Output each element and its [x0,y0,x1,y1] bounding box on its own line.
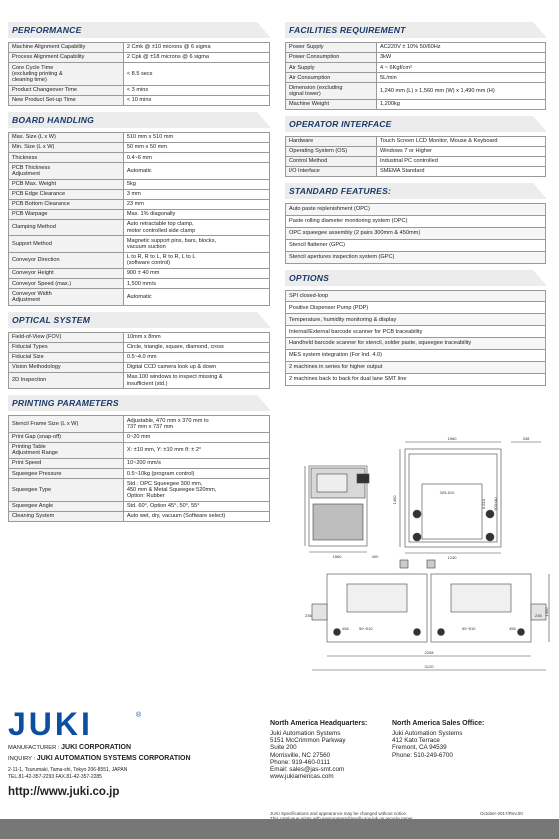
contact-line: Juki Automation Systems [270,730,341,737]
spec-label: Hardware [286,136,377,146]
table-row [286,63,546,73]
dim-plan-2: 456 [342,626,349,631]
spec-value: Magnetic support pins, bars, blocks, vacuum suction [123,236,269,252]
address-line-2: TEL.81-42-357-2293 FAX.81-42-357-2285 [8,774,102,780]
table-row [286,99,546,109]
list-item: 2 machines in series for higher output [285,362,546,374]
spec-value: < 3 mins [123,85,269,95]
dim-plan-4: 50~510 [462,626,476,631]
printing-parameters-header [8,395,270,411]
contact-line: Phone: 919-460-0111 [270,758,330,766]
list-item: OPC squeegee assembly (2 pairs 300mm & 450mm) [285,228,546,240]
spec-value: Windows 7 or Higher [377,146,546,156]
table-row [9,269,270,279]
contact-line: www.jukiamericas.com [270,773,334,781]
performance-header [8,22,270,38]
spec-label: Cleaning System [9,511,124,521]
printing-parameters-title: PRINTING PARAMETERS [12,398,119,409]
spec-label: Min. Size (L x W) [9,143,124,153]
spec-value: 1,200kg [377,99,546,109]
table-row [286,156,546,166]
svg-text:®: ® [136,712,142,719]
spec-value: Max. 1% diagonally [123,209,269,219]
table-row [286,83,546,99]
facilities-table [285,42,546,110]
table-row [9,53,270,63]
technical-drawing [297,434,553,694]
list-item: Internal/External barcode scanner for PCB traceability [285,326,546,338]
dim-plan-1: 236 [305,613,312,618]
table-row [286,136,546,146]
spec-label: Product Changeover Time [9,85,124,95]
machine-base [313,504,363,540]
spec-label: Conveyor Speed (max.) [9,279,124,289]
spec-value: 3kW [377,53,546,63]
table-row [286,146,546,156]
dim-plan-8: 3120 [424,664,434,669]
spec-label: Thickness [9,153,124,163]
spec-label: PCB Thickness Adjustment [9,163,124,179]
dim-plan-7: 2208 [424,650,434,655]
revision-date: October-2017/Rev.00 [480,811,523,816]
spec-label: Conveyor Direction [9,252,124,268]
spec-value: Touch Screen LCD Monitor, Mouse & Keyboard [377,136,546,146]
spec-value: 4 ~ 6Kgf/cm² [377,63,546,73]
optical-system-header [8,312,270,328]
spec-value: Max.100 windows to inspect missing & insufficient (std.) [123,372,269,388]
spec-label: Max. Size (L x W) [9,132,124,142]
dim-plan-6: 236 [535,613,542,618]
inquiry-label: INQUIRY : [8,756,36,762]
spec-value: Std.: OPC Squeegee 300 mm, 450 mm & Metal Squeegee 520mm, Option: Rubber [123,479,269,502]
spec-label: Vision Methodology [9,362,124,372]
table-row [9,432,270,442]
dim-plan-5: 456 [509,626,516,631]
list-item: 2 machines back to back for dual lane SMT line [285,374,546,386]
standard-features-header [285,183,546,199]
spec-value: 0.5~4.0 mm [123,352,269,362]
list-item: Paste rolling diameter monitoring system (OPC) [285,216,546,228]
spec-value: < 10 mins [123,95,269,105]
dim-front-3: 1240 [447,555,457,560]
options-list [285,290,546,386]
table-row [9,95,270,105]
spec-value: Digital CCD camera look up & down [123,362,269,372]
spec-value: 10~200 mm/s [123,459,269,469]
table-row [286,167,546,177]
table-row [9,279,270,289]
spec-value: 1,240 mm (L) x 1,560 mm (W) x 1,490 mm (H) [377,83,546,99]
spec-label: Field-of-View (FOV) [9,332,124,342]
table-row [9,252,270,268]
spec-value: Automatic [123,289,269,305]
spec-label: PCB Warpage [9,209,124,219]
spec-label: Squeegee Type [9,479,124,502]
right-column [285,22,546,392]
spec-value: < 8.5 secs [123,63,269,86]
table-row [9,132,270,142]
spec-value: 1,500 mm/s [123,279,269,289]
dim-inner-1: 325-510 [439,490,455,495]
spec-value: 0.4~6 mm [123,153,269,163]
table-row [9,189,270,199]
contact-line: Fremont, CA 94539 [392,744,447,752]
table-row [9,469,270,479]
operator-interface-table [285,136,546,177]
juki-logo-text: JUKI [8,708,93,738]
list-item: Auto paste replenishment (OPC) [285,203,546,216]
spec-label: Printing Table Adjustment Range [9,442,124,458]
table-row [9,219,270,235]
spec-value: Auto retractable top clamp, motor controlled side clamp [123,219,269,235]
table-row [9,179,270,189]
list-item: Temperature, humidity monitoring & display [285,314,546,326]
spec-label: Conveyor Width Adjustment [9,289,124,305]
spec-value: 2 Cmk @ ±10 microns @ 6 sigma [123,43,269,53]
table-row [9,501,270,511]
table-row [9,199,270,209]
spec-label: Squeegee Pressure [9,469,124,479]
table-row [9,289,270,305]
spec-value: AC220V ± 10% 50/60Hz [377,43,546,53]
spec-value: 5L/min [377,73,546,83]
spec-label: Stencil Frame Size (L x W) [9,416,124,432]
na-hq-lines [270,730,367,780]
standard-features-list [285,203,546,263]
spec-label: New Product Set-up Time [9,95,124,105]
spec-label: Operating System (OS) [286,146,377,156]
machine-side-view [405,449,501,547]
spec-value: X: ±10 mm, Y: ±10 mm θ: ± 2° [123,442,269,458]
spec-value: Automatic [123,163,269,179]
spec-label: Fiducial Size [9,352,124,362]
spec-label: Process Alignment Capability [9,53,124,63]
dim-plan-3: 50~510 [359,626,373,631]
spec-value: 10mm x 8mm [123,332,269,342]
contact-line: Email: sales@jas-smt.com [270,766,345,774]
table-row [9,209,270,219]
table-row [286,73,546,83]
spec-value: L to R, R to L, R to R, L to L (software control) [123,252,269,268]
table-row [9,43,270,53]
spec-value: 0.5~10kg (program control) [123,469,269,479]
optical-system-title: OPTICAL SYSTEM [12,314,91,325]
spec-value: 5kg [123,179,269,189]
spec-label: PCB Bottom Clearance [9,199,124,209]
contact-line: Morrisville, NC 27560 [270,751,331,759]
dim-side-2: 900±40 [493,497,498,511]
printing-parameters-table [8,415,270,522]
table-row [9,416,270,432]
spec-label: Print Speed [9,459,124,469]
facilities-header [285,22,546,38]
operator-interface-header [285,116,546,132]
list-item: Stencil flattener (GPC) [285,240,546,252]
spec-value: 3 mm [123,189,269,199]
spec-value: 23 mm [123,199,269,209]
standard-features-title: STANDARD FEATURES: [289,186,392,197]
spec-label: Squeegee Angle [9,501,124,511]
table-row [9,479,270,502]
table-row [9,372,270,388]
spec-value: 50 mm x 50 mm [123,143,269,153]
board-handling-title: BOARD HANDLING [12,114,95,125]
table-row [9,153,270,163]
address-line-1: 2-11-1, Tsurumaki, Tama-shi, Tokyo 206-8551, JAPAN [8,767,128,773]
spec-label: Control Method [286,156,377,166]
dim-top-1: 1960 [447,436,457,441]
na-sales-office [392,720,484,759]
spec-label: Air Supply [286,63,377,73]
dim-front-2: 400 [371,554,379,559]
table-row [9,332,270,342]
spec-value: SMEMA Standard [377,167,546,177]
dim-top-2: 338 [522,436,530,441]
machine-window-inner [317,474,347,492]
optical-system-table [8,332,270,390]
spec-value: Circle, triangle, square, diamond, cross [123,342,269,352]
spec-value: 0~20 mm [123,432,269,442]
operator-interface-title: OPERATOR INTERFACE [289,118,392,129]
table-row [286,43,546,53]
table-row [9,442,270,458]
spec-label: Power Consumption [286,53,377,63]
inquiry-name: JUKI AUTOMATION SYSTEMS CORPORATION [36,755,191,762]
spec-value: 900 ± 40 mm [123,269,269,279]
table-row [9,511,270,521]
table-row [9,459,270,469]
spec-value: Auto wet, dry, vacuum (Software select) [123,511,269,521]
list-item: Handheld barcode scanner for stencil, solder paste, squeegee traceability [285,338,546,350]
spec-label: Dimension (excluding signal tower) [286,83,377,99]
table-row [9,352,270,362]
board-handling-header [8,112,270,128]
inquiry-line [8,755,191,763]
disclaimer-line-1: JUKI Specifications and appearance may be changed without notice. [270,811,408,816]
table-row [286,53,546,63]
na-headquarters [270,720,367,780]
juki-logo [8,708,148,738]
na-sales-title: North America Sales Office: [392,720,485,727]
spec-value: 510 mm x 510 mm [123,132,269,142]
spec-value: 2 Cpk @ ±18 microns @ 6 sigma [123,53,269,63]
spec-label: Core Cycle Time (excluding printing & cleaning time) [9,63,124,86]
spec-label: Fiducial Types [9,342,124,352]
performance-title: PERFORMANCE [12,25,82,35]
options-title: OPTIONS [289,272,330,283]
spec-label: Air Consumption [286,73,377,83]
table-row [9,236,270,252]
table-row [9,85,270,95]
dim-plan-9: 1490 [544,607,549,617]
dim-side-1: 1490 [392,495,397,505]
spec-label: Machine Alignment Capability [9,43,124,53]
spec-label: Conveyor Height [9,269,124,279]
spec-label: Power Supply [286,43,377,53]
bottom-bar [0,819,559,839]
contact-line: Phone: 510-249-6700 [392,751,453,759]
spec-label: Machine Weight [286,99,377,109]
list-item: Stencil apertures inspection system (GPC) [285,252,546,264]
list-item: SPI closed-loop [285,290,546,303]
manufacturer-line [8,744,131,752]
table-row [9,163,270,179]
manufacturer-name: JUKI CORPORATION [61,744,132,751]
contact-line: Suite 200 [270,744,297,752]
board-handling-table [8,132,270,306]
list-item: MES system integration (For Ind. 4.0) [285,350,546,362]
table-row [9,342,270,352]
na-sales-lines [392,730,484,759]
manufacturer-label: MANUFACTURER : [8,745,60,751]
table-row [9,143,270,153]
spec-label: PCB Edge Clearance [9,189,124,199]
table-row [9,362,270,372]
facilities-title: FACILITIES REQUIREMENT [289,25,406,35]
list-item: Positive Dispenser Pump (PDP) [285,302,546,314]
options-header [285,270,546,286]
contact-line: 412 Kato Terrace [392,737,440,745]
table-row [9,63,270,86]
na-hq-title: North America Headquarters: [270,720,368,727]
contact-line: Juki Automation Systems [392,730,463,737]
contact-line: 5151 McCrimmon Parkway [270,737,346,745]
spec-label: Clamping Method [9,219,124,235]
left-column [8,22,270,528]
spec-label: Print Gap (snap-off) [9,432,124,442]
spec-value: Std. 60°, Option 45°, 50°, 55° [123,501,269,511]
dim-front-1: 1560 [332,554,342,559]
spec-label: I/O Interface [286,167,377,177]
spec-label: 2D Inspection [9,372,124,388]
performance-table [8,42,270,106]
spec-value: Industrial PC controlled [377,156,546,166]
website-url[interactable]: http://www.juki.co.jp [8,786,120,798]
spec-label: PCB Max. Weight [9,179,124,189]
monitor [357,474,369,483]
spec-value: Adjustable, 470 mm x 370 mm to 737 mm x 737 mm [123,416,269,432]
dim-inner-2: 0-510 [481,498,486,510]
spec-label: Support Method [9,236,124,252]
